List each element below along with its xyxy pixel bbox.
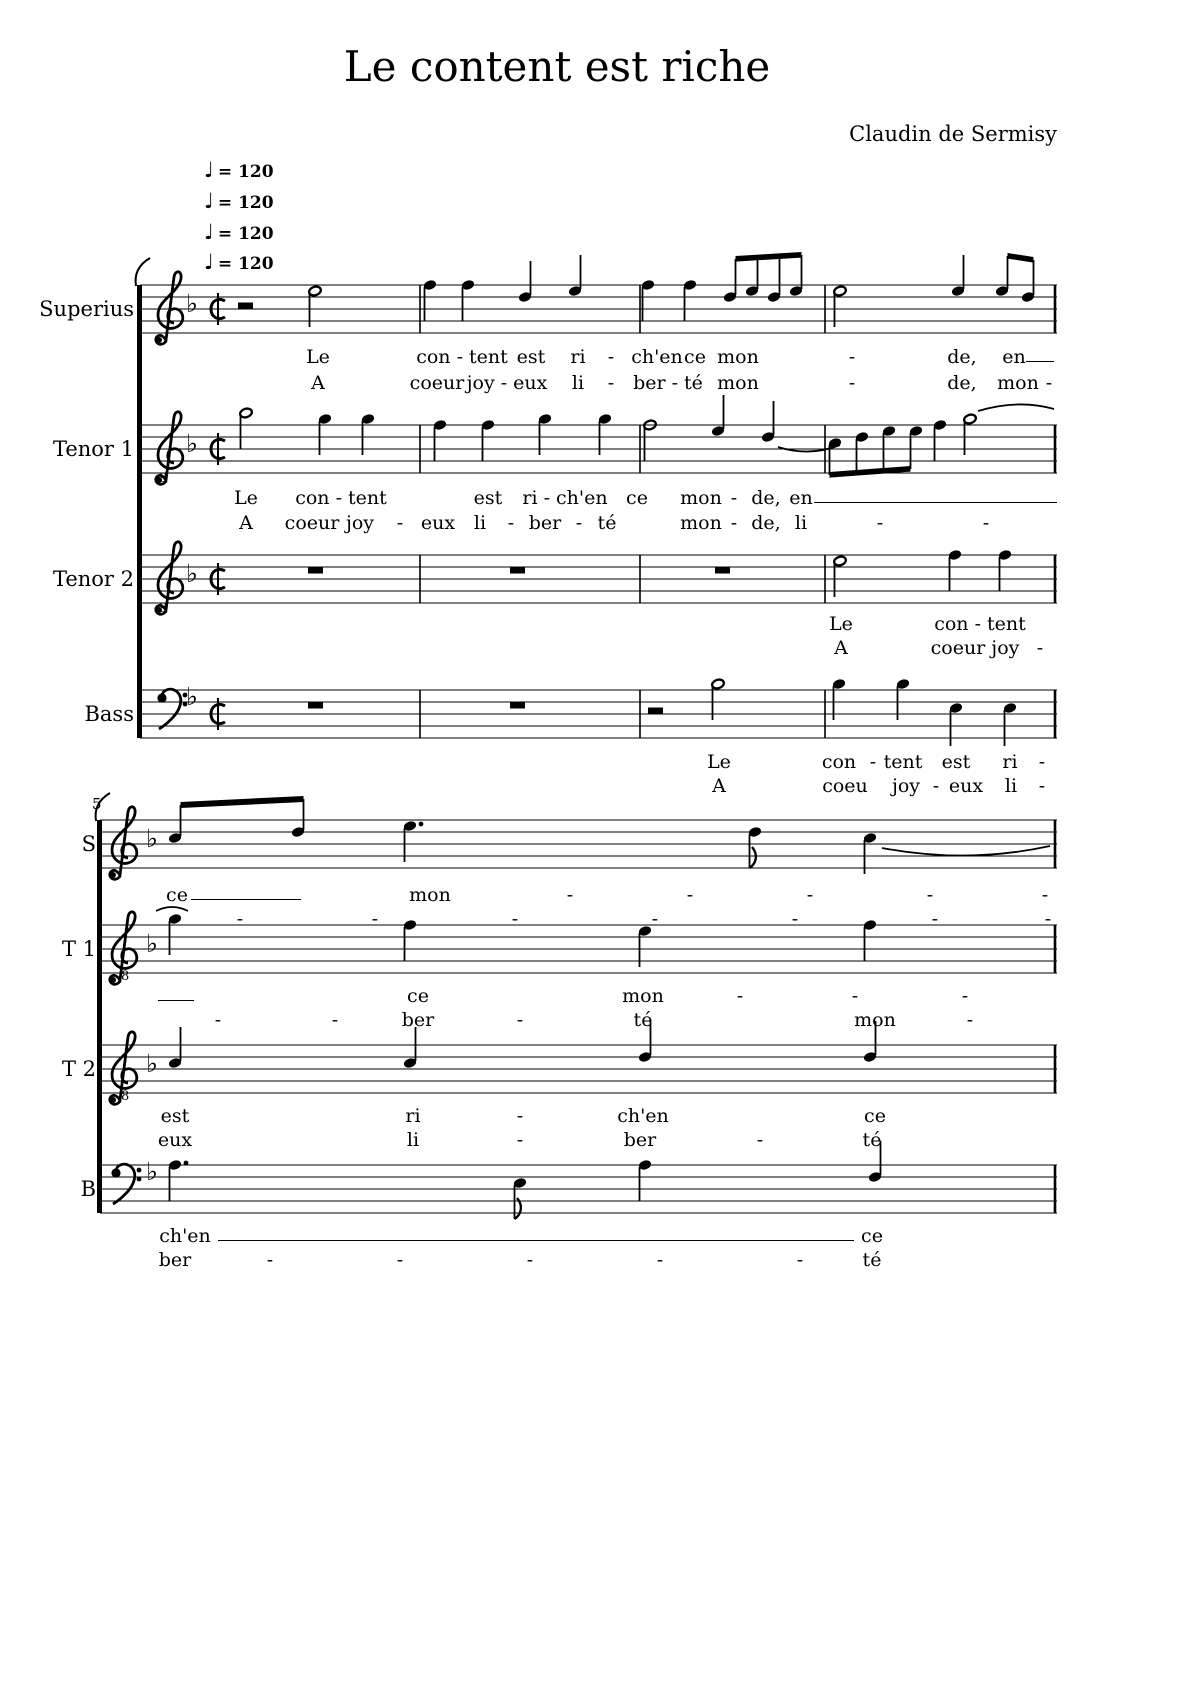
- lyric-extender: [191, 899, 301, 900]
- quarter-note-icon: ♩: [204, 158, 214, 182]
- lyric-syllable: est: [160, 1105, 190, 1127]
- lyric-syllable: -: [869, 751, 877, 773]
- beam: [736, 252, 802, 262]
- lyric-syllable: en: [1002, 346, 1026, 368]
- lyric-syllable: -: [848, 372, 856, 394]
- lyric-syllable: Le: [829, 613, 853, 635]
- lyric-syllable: con - tent: [934, 613, 1026, 635]
- lyric-syllable: -: [736, 985, 744, 1007]
- lyric-syllable: -: [214, 1009, 222, 1031]
- lyric-syllable: joy - eux: [466, 372, 548, 394]
- staff-label-s: S: [81, 832, 96, 856]
- lyric-syllable: -: [511, 908, 519, 930]
- half-rest: [648, 708, 663, 715]
- lyric-syllable: de,: [947, 372, 977, 394]
- lyric-syllable: -: [1038, 751, 1046, 773]
- flat-icon: ♭: [186, 682, 198, 711]
- lyric-syllable: mon: [680, 487, 722, 509]
- lyrics-superius-line1: [0, 346, 1200, 370]
- lyric-syllable: li: [571, 372, 585, 394]
- octave-8-mark: 8: [121, 969, 130, 984]
- lyric-syllable: ri: [405, 1105, 421, 1127]
- lyric-syllable: ber: [158, 1249, 192, 1271]
- eighth-flag: [750, 847, 756, 868]
- lyrics-tenor1-line2: [0, 512, 1200, 536]
- lyrics-superius-line2: [0, 372, 1200, 396]
- lyric-extender: [218, 1240, 854, 1241]
- lyric-syllable: ch'en: [617, 1105, 669, 1127]
- lyric-syllable: -: [507, 512, 515, 534]
- lyric-syllable: té: [597, 512, 617, 534]
- quarter-note-icon: ♩: [204, 220, 214, 244]
- octave-8-mark: 8: [159, 471, 168, 486]
- lyrics-tenor1-line1: [0, 487, 1200, 511]
- lyric-syllable: ce: [166, 884, 188, 906]
- octave-8-mark: 8: [159, 601, 168, 616]
- lyric-syllable: -: [396, 1249, 404, 1271]
- lyric-syllable: ce: [407, 985, 429, 1007]
- whole-rest: [510, 567, 525, 574]
- lyrics-t1-line2: [0, 1009, 1200, 1033]
- staff-label-t1: T 1: [61, 937, 96, 961]
- lyric-syllable: mon: [717, 372, 759, 394]
- lyric-syllable: ce: [864, 1105, 886, 1127]
- lyric-syllable: joy: [891, 775, 921, 797]
- lyric-syllable: té: [862, 1249, 882, 1271]
- lyrics-t2-line2: [0, 1129, 1200, 1153]
- lyric-syllable: té: [862, 1129, 882, 1151]
- lyric-syllable: eux: [420, 512, 456, 534]
- lyric-syllable: mon: [409, 884, 451, 906]
- tie: [882, 846, 1050, 856]
- measure-number: 5: [92, 795, 102, 813]
- lyric-syllable: de,: [751, 487, 781, 509]
- lyric-syllable: A: [712, 775, 726, 797]
- lyrics-b-line1: [0, 1225, 1200, 1249]
- staff-label-bass: Bass: [84, 702, 134, 726]
- beam: [830, 466, 911, 478]
- flat-icon: ♭: [146, 1157, 158, 1186]
- lyric-syllable: -: [607, 372, 615, 394]
- lyric-syllable: ber: [623, 1129, 657, 1151]
- lyric-syllable: -: [730, 487, 738, 509]
- whole-rest: [715, 567, 730, 574]
- lyric-syllable: -: [651, 908, 659, 930]
- lyric-syllable: -: [756, 1129, 764, 1151]
- lyric-syllable: coeur: [284, 512, 340, 534]
- lyric-syllable: ch'en: [159, 1225, 211, 1247]
- lyric-syllable: -: [1041, 884, 1049, 906]
- page-title: Le content est riche: [343, 42, 771, 91]
- beam: [181, 796, 304, 808]
- lyric-syllable: A: [311, 372, 325, 394]
- lyric-syllable: Le: [707, 751, 731, 773]
- lyric-syllable: -: [371, 908, 379, 930]
- lyric-syllable: -: [931, 908, 939, 930]
- lyric-syllable: ber - té: [633, 372, 703, 394]
- lyrics-t1-line1: [0, 985, 1200, 1009]
- lyric-syllable: -: [266, 1249, 274, 1271]
- lyric-syllable: joy: [345, 512, 375, 534]
- whole-rest: [308, 702, 323, 709]
- lyrics-tenor2-line2: [0, 637, 1200, 661]
- tempo-value: = 120: [217, 254, 274, 274]
- lyric-syllable: li: [473, 512, 487, 534]
- flat-icon: ♭: [146, 929, 158, 958]
- tempo-mark: [204, 220, 274, 246]
- flat-icon: ♭: [146, 824, 158, 853]
- lyric-syllable: -: [575, 512, 583, 534]
- lyrics-b-line2: [0, 1249, 1200, 1273]
- flat-icon: ♭: [186, 289, 198, 318]
- lyric-syllable: li: [794, 512, 808, 534]
- lyric-syllable: -: [331, 1009, 339, 1031]
- half-rest: [238, 303, 253, 310]
- lyric-syllable: -: [396, 512, 404, 534]
- lyric-syllable: coeu: [822, 775, 868, 797]
- lyric-syllable: est: [516, 346, 546, 368]
- lyric-syllable: ri: [1002, 751, 1018, 773]
- tempo-value: = 120: [217, 193, 274, 213]
- lyric-syllable: -: [926, 884, 934, 906]
- augmentation-dot: [184, 1161, 189, 1166]
- lyric-syllable: A: [239, 512, 253, 534]
- lyrics-s-line2: [0, 908, 1200, 932]
- lyric-syllable: té: [633, 1009, 653, 1031]
- lyric-syllable: mon: [717, 346, 759, 368]
- lyric-syllable: -: [966, 1009, 974, 1031]
- lyric-syllable: ri: [570, 346, 586, 368]
- lyric-syllable: li: [406, 1129, 420, 1151]
- staff-label-b: B: [80, 1177, 96, 1201]
- lyric-syllable: eux: [157, 1129, 193, 1151]
- flat-icon: ♭: [146, 1049, 158, 1078]
- whole-rest: [510, 702, 525, 709]
- flat-icon: ♭: [186, 429, 198, 458]
- lyric-syllable: -: [806, 884, 814, 906]
- lyric-syllable: de,: [751, 512, 781, 534]
- whole-rest: [308, 567, 323, 574]
- composer-name: Claudin de Sermisy: [849, 122, 1057, 146]
- lyric-syllable: est: [941, 751, 971, 773]
- lyric-syllable: con: [821, 751, 857, 773]
- lyric-syllable: ri - ch'en: [522, 487, 608, 509]
- lyric-syllable: -: [796, 1249, 804, 1271]
- lyric-syllable: -: [791, 908, 799, 930]
- quarter-note-icon: ♩: [204, 250, 214, 274]
- lyric-syllable: Le: [234, 487, 258, 509]
- lyric-syllable: ce: [684, 346, 706, 368]
- tempo-value: = 120: [217, 162, 274, 182]
- tempo-mark: [204, 189, 274, 215]
- lyric-syllable: coeur: [409, 372, 465, 394]
- lyric-syllable: -: [1036, 637, 1044, 659]
- lyric-syllable: ch'en: [631, 346, 683, 368]
- slur: [978, 404, 1054, 411]
- lyric-syllable: -: [982, 512, 990, 534]
- tempo-mark: [204, 158, 274, 184]
- lyric-syllable: -: [656, 1249, 664, 1271]
- lyric-syllable: -: [1045, 372, 1053, 394]
- lyric-syllable: -: [516, 1105, 524, 1127]
- staff-label-tenor1: Tenor 1: [52, 437, 134, 461]
- lyric-syllable: ce: [626, 487, 648, 509]
- lyric-syllable: -: [730, 512, 738, 534]
- flat-icon: ♭: [186, 559, 198, 588]
- lyric-syllable: mon: [854, 1009, 896, 1031]
- lyric-syllable: -: [876, 512, 884, 534]
- lyrics-s-line1: [0, 884, 1200, 908]
- lyric-syllable: en: [789, 487, 813, 509]
- lyric-syllable: -: [607, 346, 615, 368]
- lyric-syllable: ber: [401, 1009, 435, 1031]
- lyric-syllable: -: [526, 1249, 534, 1271]
- lyric-syllable: -: [961, 985, 969, 1007]
- lyric-syllable: con - tent: [295, 487, 387, 509]
- lyric-extender: [158, 1000, 194, 1001]
- staff-label-tenor2: Tenor 2: [52, 567, 134, 591]
- lyric-syllable: tent: [883, 751, 923, 773]
- staff-label-t2: T 2: [61, 1057, 96, 1081]
- lyric-syllable: -: [516, 1009, 524, 1031]
- lyrics-bass-line1: [0, 751, 1200, 775]
- lyric-syllable: -: [851, 985, 859, 1007]
- lyric-syllable: eux: [948, 775, 984, 797]
- quarter-note-icon: ♩: [204, 189, 214, 213]
- lyric-syllable: Le: [306, 346, 330, 368]
- lyric-extender: [1026, 361, 1054, 362]
- lyric-syllable: -: [686, 884, 694, 906]
- lyric-syllable: coeur joy: [930, 637, 1020, 659]
- lyric-syllable: -: [236, 908, 244, 930]
- lyric-syllable: A: [834, 637, 848, 659]
- lyric-syllable: -: [1044, 908, 1052, 930]
- tempo-value: = 120: [217, 224, 274, 244]
- augmentation-dot: [419, 822, 424, 827]
- lyric-syllable: li: [1004, 775, 1018, 797]
- lyric-syllable: mon: [622, 985, 664, 1007]
- lyric-syllable: -: [566, 884, 574, 906]
- lyrics-tenor2-line1: [0, 613, 1200, 637]
- lyric-syllable: ce: [861, 1225, 883, 1247]
- lyric-syllable: -: [932, 775, 940, 797]
- lyric-syllable: de,: [947, 346, 977, 368]
- lyric-syllable: con - tent: [416, 346, 508, 368]
- lyric-syllable: ber: [528, 512, 562, 534]
- lyric-syllable: mon: [680, 512, 722, 534]
- lyric-syllable: mon: [997, 372, 1039, 394]
- lyric-extender: [814, 502, 1057, 503]
- staff-label-superius: Superius: [39, 297, 134, 321]
- lyric-syllable: -: [848, 346, 856, 368]
- lyric-syllable: -: [516, 1129, 524, 1151]
- lyric-syllable: est: [473, 487, 503, 509]
- lyrics-t2-line1: [0, 1105, 1200, 1129]
- octave-8-mark: 8: [121, 1089, 130, 1104]
- beam: [1008, 253, 1034, 263]
- lyric-syllable: -: [1038, 775, 1046, 797]
